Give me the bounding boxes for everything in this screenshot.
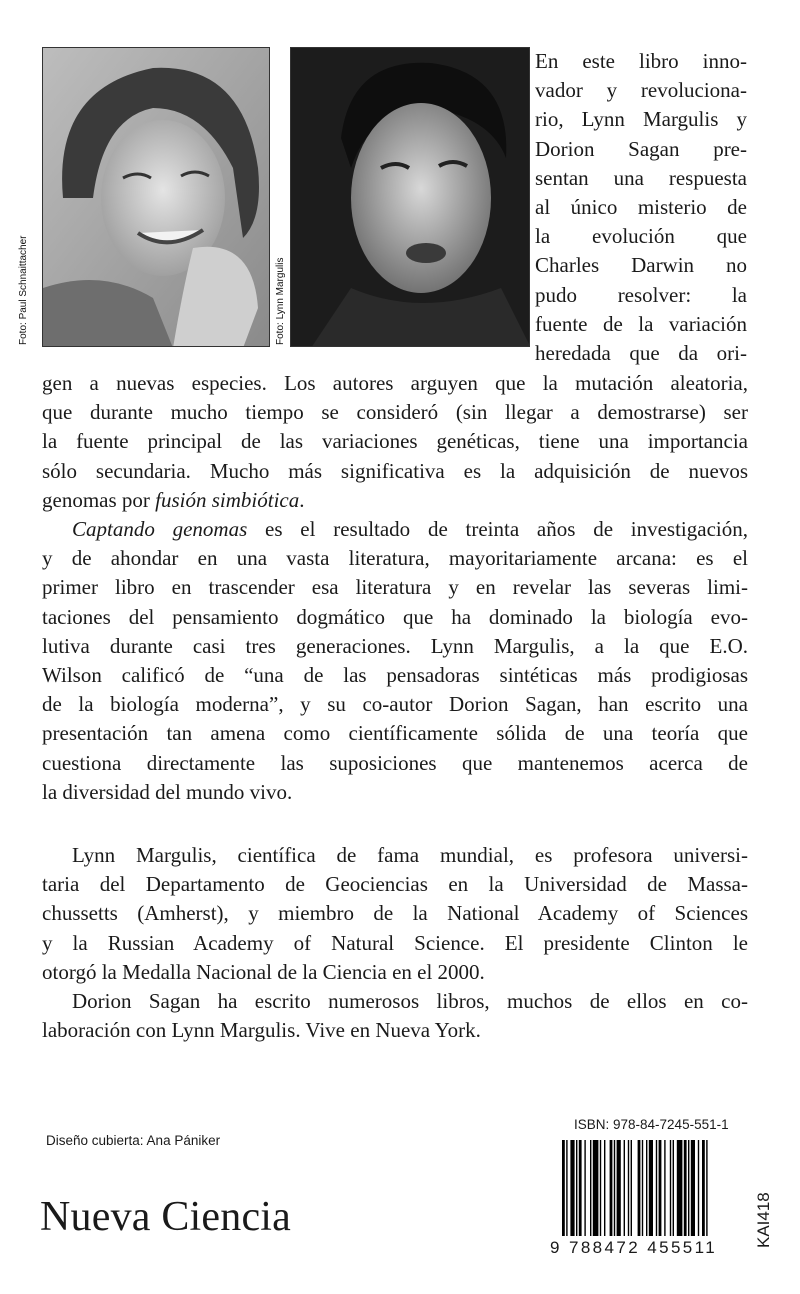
intro-column — [535, 47, 747, 368]
book-title-italic: Captando genomas — [72, 517, 248, 542]
intro-line: sólo secundaria. Mucho más significativa es la adquisición de nuevos — [42, 458, 748, 483]
bio-margulis-line: taria del Departamento de Geociencias en la Universidad de Massa- — [42, 872, 748, 897]
barcode-bar — [604, 1140, 605, 1236]
barcode-bar — [642, 1140, 643, 1236]
barcode-bar — [649, 1140, 653, 1236]
barcode-bar — [624, 1140, 625, 1236]
paragraph-2-line: lutiva durante casi tres generaciones. Lynn Margulis, a la que E.O. — [42, 633, 748, 658]
paragraph-2 — [42, 544, 748, 807]
paragraph-2-line: primer libro en trascender esa literatura y en revelar las severas limi- — [42, 575, 748, 600]
barcode-bar — [610, 1140, 613, 1236]
barcode-bar — [593, 1140, 599, 1236]
bio-sagan-line: Dorion Sagan ha escrito numerosos libros, muchos de ellos en co- — [72, 989, 748, 1014]
barcode-bar — [656, 1140, 657, 1236]
bio-margulis-line: y la Russian Academy of Natural Science. El presidente Clinton le — [42, 930, 748, 955]
series-title: Nueva Ciencia — [40, 1194, 291, 1240]
intro-last-line — [42, 486, 748, 515]
barcode-bar — [566, 1140, 567, 1236]
photo-credit-right: Foto: Lynn Margulis — [275, 257, 286, 345]
bio-margulis-line: chussetts (Amherst), y miembro de la National Academy of Sciences — [42, 901, 748, 926]
intro-line: que durante mucho tiempo se consideró (sin llegar a demostrarse) ser — [42, 400, 748, 425]
barcode-bar — [628, 1140, 629, 1236]
intro-line: sentan una respuesta — [535, 165, 747, 190]
side-code: KAI418 — [754, 1192, 773, 1248]
intro-line: heredada que da ori- — [535, 341, 747, 366]
barcode-bar — [570, 1140, 574, 1236]
barcode-bar — [576, 1140, 577, 1236]
intro-line: En este libro inno- — [535, 49, 747, 73]
portrait-sagan-image — [291, 48, 530, 347]
barcode-bar — [698, 1140, 699, 1236]
intro-line: fuente de la variación — [535, 311, 747, 336]
barcode-bar — [684, 1140, 687, 1236]
barcode-bar — [562, 1140, 565, 1236]
intro-line: gen a nuevas especies. Los autores arguyen que la mutación aleatoria, — [42, 371, 748, 395]
barcode-bar — [646, 1140, 647, 1236]
barcode-bar — [673, 1140, 674, 1236]
barcode-bar — [677, 1140, 683, 1236]
portrait-margulis-image — [43, 48, 270, 347]
intro-line: la fuente principal de las variaciones genéticas, tiene una importancia — [42, 429, 748, 454]
barcode-bar — [688, 1140, 689, 1236]
intro-line: pudo resolver: la — [535, 282, 747, 307]
intro-line: vador y revoluciona- — [535, 78, 747, 103]
photo-credit-left: Foto: Paul Schnaittacher — [18, 235, 29, 345]
barcode-bar — [670, 1140, 671, 1236]
paragraph-2-line: presentación tan amena como científicamente sólida de una teoría que — [42, 721, 748, 746]
author-photo-sagan — [290, 47, 530, 347]
paragraph-2-line: taciones del pensamiento dogmático que ha dominado la biología evo- — [42, 604, 748, 629]
paragraph-2-line: cuestiona directamente las suposiciones que mantenemos acerca de — [42, 750, 748, 775]
barcode-bar — [614, 1140, 615, 1236]
bio-margulis — [42, 841, 748, 987]
barcode-bar — [706, 1140, 707, 1236]
intro-line: la evolución que — [535, 224, 747, 249]
barcode-digits: 9 788472 455511 — [550, 1238, 718, 1257]
barcode-bar — [702, 1140, 705, 1236]
barcode-bar — [638, 1140, 641, 1236]
barcode-bar — [579, 1140, 582, 1236]
barcode-bar — [590, 1140, 591, 1236]
barcode-bar — [584, 1140, 585, 1236]
author-photo-margulis — [42, 47, 270, 347]
paragraph-2-line: Wilson calificó de “una de las pensadoras sintéticas más prodigiosas — [42, 663, 748, 688]
intro-line: Charles Darwin no — [535, 253, 747, 278]
intro-line: Dorion Sagan pre- — [535, 136, 747, 161]
paragraph-2-first-line — [42, 515, 748, 544]
barcode-bar — [691, 1140, 695, 1236]
intro-continuation — [42, 369, 748, 486]
barcode-bar — [664, 1140, 665, 1236]
intro-italic-term: fusión simbiótica — [155, 487, 300, 512]
paragraph-2-first-rest: es el resultado de treinta años de investigación, — [247, 517, 748, 542]
bio-sagan-line: laboración con Lynn Margulis. Vive en Nueva York. — [42, 1018, 481, 1043]
main-text — [42, 369, 748, 1045]
intro-last-suffix: . — [299, 487, 305, 512]
barcode — [560, 1140, 744, 1236]
bio-sagan — [42, 987, 748, 1045]
paragraph-2-line: y de ahondar en una vasta literatura, mayoritariamente arcana: es el — [42, 546, 748, 571]
intro-line: al único misterio de — [535, 195, 747, 220]
paragraph-2-line: la diversidad del mundo vivo. — [42, 779, 293, 804]
cover-design-credit: Diseño cubierta: Ana Pániker — [46, 1133, 221, 1148]
barcode-bar — [617, 1140, 621, 1236]
barcode-bar — [631, 1140, 632, 1236]
intro-line: rio, Lynn Margulis y — [535, 107, 747, 132]
isbn-label: ISBN: 978-84-7245-551-1 — [574, 1117, 729, 1132]
barcode-bar — [659, 1140, 662, 1236]
paragraph-2-line: de la biología moderna”, y su co-autor Dorion Sagan, han escrito una — [42, 692, 748, 717]
barcode-bar — [600, 1140, 601, 1236]
bio-margulis-line: otorgó la Medalla Nacional de la Ciencia en el 2000. — [42, 959, 485, 984]
bio-margulis-line: Lynn Margulis, científica de fama mundial, es profesora universi- — [72, 843, 748, 868]
intro-last-prefix: genomas por — [42, 487, 156, 512]
